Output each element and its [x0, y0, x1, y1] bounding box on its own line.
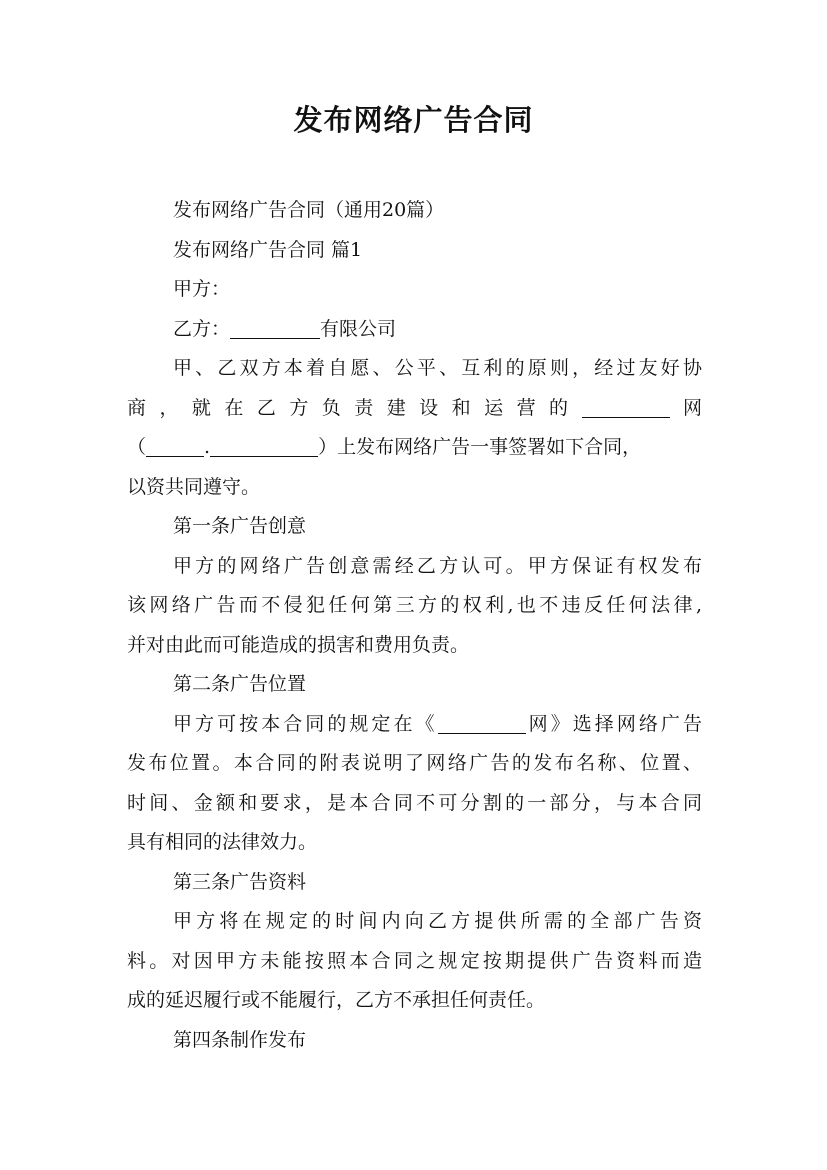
article-2-line-2: 发布位置。本合同的附表说明了网络广告的发布名称、位置、	[127, 752, 702, 774]
article-4-heading: 第四条制作发布	[173, 1028, 307, 1051]
blank-company	[230, 314, 320, 339]
article-1-line-1: 甲方的网络广告创意需经乙方认可。甲方保证有权发布	[173, 554, 702, 577]
article-3-line-1: 甲方将在规定的时间内向乙方提供所需的全部广告资	[173, 910, 702, 932]
blank-url-2	[210, 432, 318, 457]
article-1-heading: 第一条广告创意	[173, 515, 307, 537]
article-2-line-4: 具有相同的法律效力。	[127, 831, 318, 853]
blank-site-2	[438, 709, 526, 734]
article-1-line-3: 并对由此而可能造成的损害和费用负责。	[127, 633, 470, 656]
contract-heading: 发布网络广告合同 篇1	[173, 238, 363, 261]
collection-title: 发布网络广告合同（通用20篇）	[173, 199, 445, 221]
article-1-line-2: 该网络广告而不侵犯任何第三方的权利,也不违反任何法律,	[127, 594, 702, 616]
article-2-line-1: 甲方可按本合同的规定在《 网》选择网络广告	[127, 705, 702, 745]
blank-url-1	[146, 432, 204, 457]
document-body	[127, 191, 702, 1060]
preamble-line-3: （ . ）上发布网络广告一事签署如下合同，	[127, 428, 702, 468]
preamble-line-1: 甲、乙双方本着自愿、公平、互利的原则，经过友好协	[173, 357, 702, 379]
blank-site	[582, 393, 670, 418]
preamble-line-4: 以资共同遵守。	[127, 475, 261, 498]
article-3-line-2: 料。对因甲方未能按照本合同之规定按期提供广告资料而造	[127, 949, 702, 972]
article-2-line-3: 时间、金额和要求，是本合同不可分割的一部分，与本合同	[127, 791, 702, 814]
document-title: 发布网络广告合同	[293, 103, 534, 137]
party-b-line: 乙方： 有限公司	[127, 310, 702, 350]
party-a-line: 甲方：	[173, 278, 231, 300]
article-2-heading: 第二条广告位置	[173, 673, 307, 695]
preamble-line-2: 商，就在乙方负责建设和运营的 网	[127, 389, 702, 429]
article-3-line-3: 成的延迟履行或不能履行，乙方不承担任何责任。	[127, 989, 546, 1011]
article-3-heading: 第三条广告资料	[173, 870, 307, 893]
